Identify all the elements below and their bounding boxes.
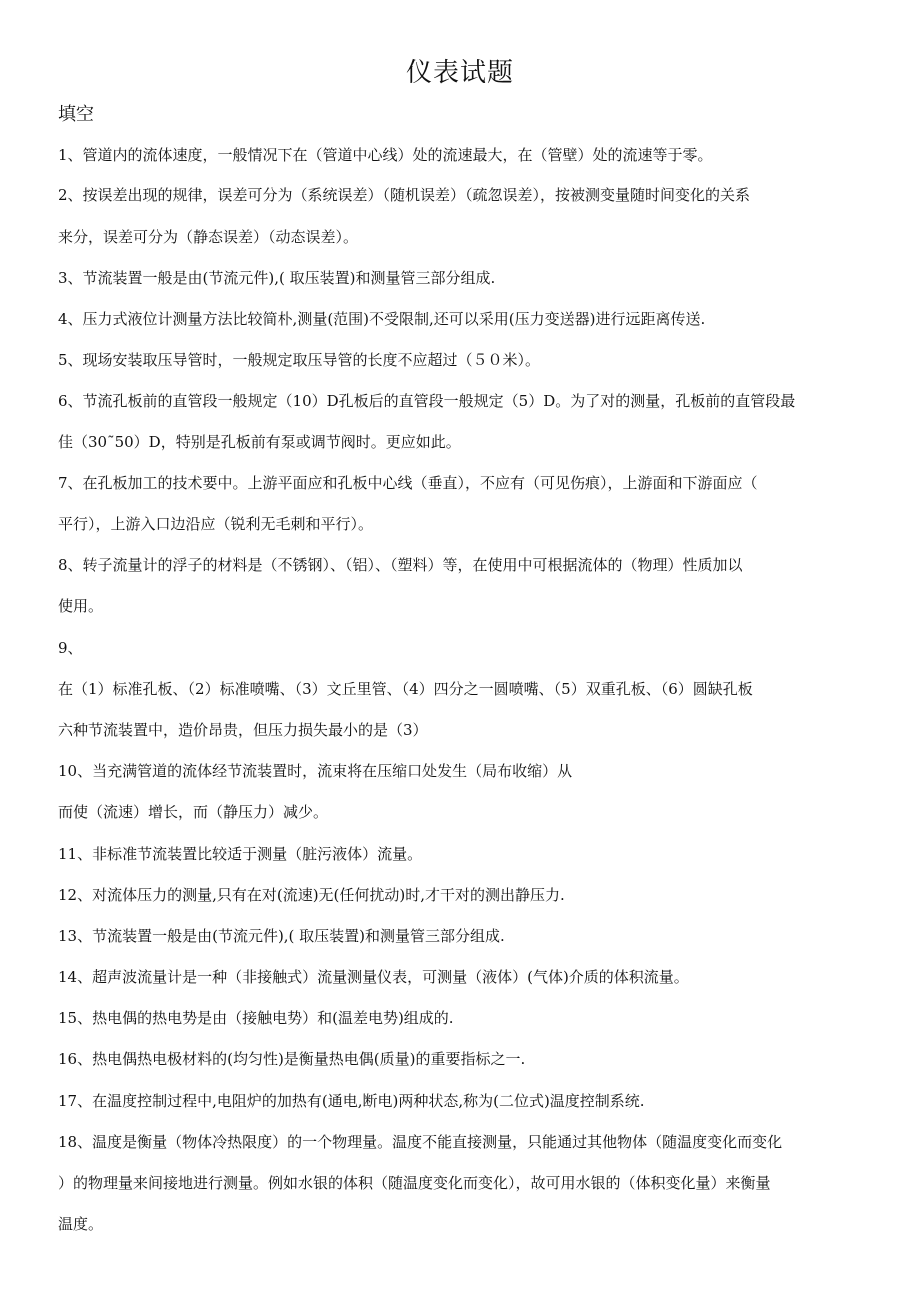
text-line: 5、现场安装取压导管时，一般规定取压导管的长度不应超过（５０米）。: [58, 351, 541, 369]
text-line: 温度。: [58, 1215, 104, 1233]
text-line: 使用。: [58, 597, 104, 615]
text-line: 而使（流速）增长，而（静压力）减少。: [58, 803, 329, 821]
text-line: 2、按误差出现的规律，误差可分为（系统误差）（随机误差）（疏忽误差），按被测变量随时间变化的关系: [58, 186, 751, 204]
text-line: 9、: [58, 639, 83, 657]
text-line: 平行），上游入口边沿应（锐利无毛刺和平行）。: [58, 515, 374, 533]
text-line: 1、管道内的流体速度，一般情况下在（管道中心线）处的流速最大，在（管壁）处的流速等于零。: [58, 146, 713, 164]
text-line: 14、超声波流量计是一种（非接触式）流量测量仪表，可测量（液体）(气体)介质的体积流量。: [58, 968, 689, 986]
text-line: 3、节流装置一般是由(节流元件),( 取压装置)和测量管三部分组成.: [58, 269, 496, 287]
text-line: 18、温度是衡量（物体冷热限度）的一个物理量。温度不能直接测量，只能通过其他物体（随温度变化而变化: [58, 1133, 783, 1151]
text-line: 12、对流体压力的测量,只有在对(流速)无(任何扰动)时,才干对的测出静压力.: [58, 886, 565, 904]
text-line: 16、热电偶热电极材料的(均匀性)是衡量热电偶(质量)的重要指标之一.: [58, 1050, 526, 1068]
document-title: 仪表试题: [405, 58, 514, 88]
text-line: 17、在温度控制过程中,电阻炉的加热有(通电,断电)两种状态,称为(二位式)温度控制系统.: [58, 1092, 645, 1110]
text-line: 6、节流孔板前的直管段一般规定（10）D孔板后的直管段一般规定（5）D。为了对的测量，孔板前的直管段最: [58, 392, 796, 410]
text-line: 10、当充满管道的流体经节流装置时，流束将在压缩口处发生（局布收缩）从: [58, 762, 573, 780]
text-line: 4、压力式液位计测量方法比较简朴,测量(范围)不受限制,还可以采用(压力变送器)进行远距离传送.: [58, 310, 706, 328]
text-line: 六种节流装置中，造价昂贵，但压力损失最小的是（3）: [58, 721, 428, 739]
text-line: ）的物理量来间接地进行测量。例如水银的体积（随温度变化而变化），故可用水银的（体积变化量）来衡量: [58, 1174, 771, 1192]
section-heading: 填空: [58, 104, 94, 125]
text-line: 8、转子流量计的浮子的材料是（不锈钢）、（铝）、（塑料）等，在使用中可根据流体的（物理）性质加以: [58, 556, 743, 574]
text-line: 7、在孔板加工的技术要中。上游平面应和孔板中心线（垂直），不应有（可见伤痕），上游面和下游面应（: [58, 474, 758, 492]
text-line: 11、非标准节流装置比较适于测量（脏污液体）流量。: [58, 845, 423, 863]
text-line: 在（1）标准孔板、（2）标准喷嘴、（3）文丘里管、（4）四分之一圆喷嘴、（5）双重孔板、（6）圆缺孔板: [58, 680, 753, 698]
text-line: 来分，误差可分为（静态误差）（动态误差）。: [58, 228, 359, 246]
text-line: 15、热电偶的热电势是由（接触电势）和(温差电势)组成的.: [58, 1009, 454, 1027]
text-line: 佳（30˜50）D，特别是孔板前有泵或调节阀时。更应如此。: [58, 433, 461, 451]
text-line: 13、节流装置一般是由(节流元件),( 取压装置)和测量管三部分组成.: [58, 927, 505, 945]
